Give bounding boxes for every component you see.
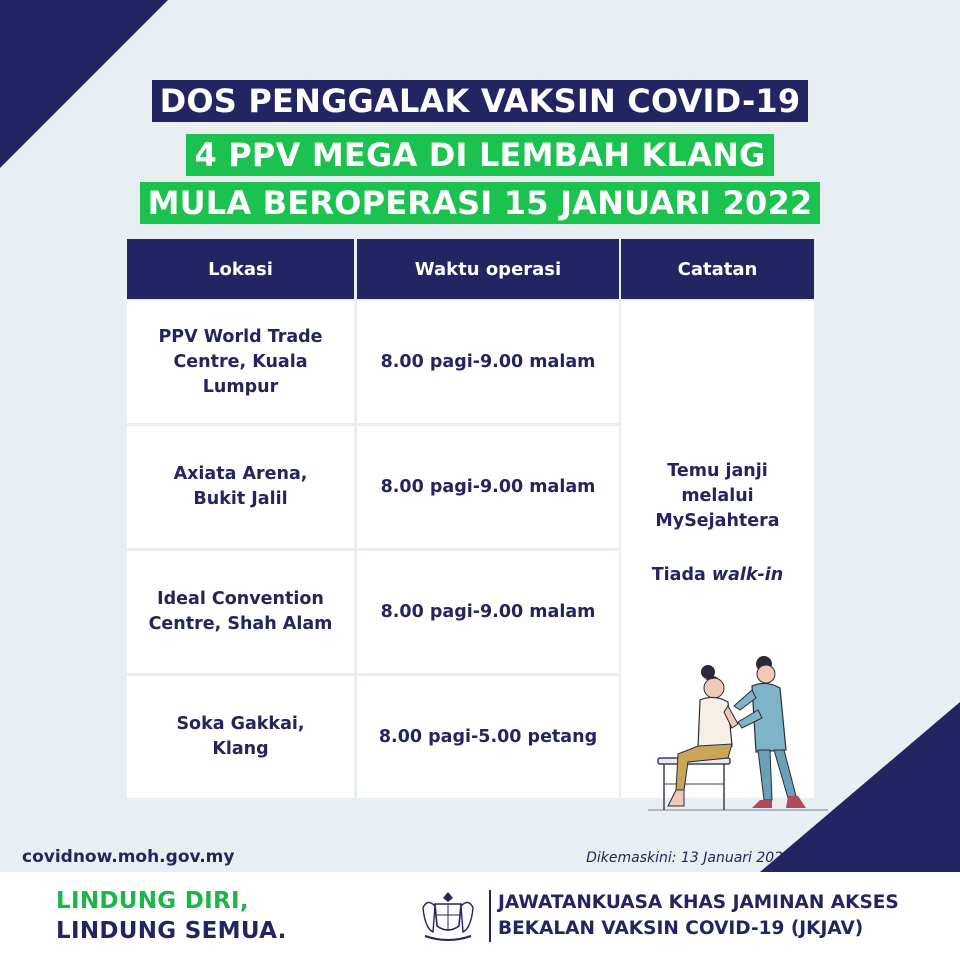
note-line: melalui: [681, 486, 754, 506]
header-waktu-operasi: Waktu operasi: [357, 239, 619, 299]
location-line: PPV World Trade: [158, 326, 323, 347]
slogan-line-2: LINDUNG SEMUA.: [56, 918, 287, 944]
note-no-walkin: [621, 563, 814, 588]
location-line: Soka Gakkai,: [176, 714, 305, 734]
headline-line-1: [0, 80, 960, 122]
organization-line-2: BEKALAN VAKSIN COVID-19 (JKJAV): [498, 918, 864, 939]
note-appointment: [621, 459, 814, 534]
note-line: Temu janji: [667, 461, 768, 481]
location-line: Axiata Arena,: [173, 464, 308, 484]
location-line: Ideal Convention: [157, 589, 324, 609]
slogan-line-1: LINDUNG DIRI,: [56, 888, 249, 914]
vaccination-illustration: [648, 650, 838, 820]
location-line: Centre, Shah Alam: [148, 614, 333, 634]
header-lokasi: Lokasi: [127, 239, 354, 299]
table-row-hours: 8.00 pagi-5.00 petang: [357, 676, 619, 798]
headline-line-3: [0, 182, 960, 224]
note-walkin-em: walk-in: [711, 565, 784, 585]
table-row-hours: 8.00 pagi-9.00 malam: [357, 301, 619, 423]
malaysia-coat-of-arms-icon: [415, 888, 481, 944]
headline-text-3: MULA BEROPERASI 15 JANUARI 2022: [140, 182, 821, 224]
table-row-location: [127, 426, 354, 548]
note-line: MySejahtera: [655, 511, 780, 531]
table-row-hours: 8.00 pagi-9.00 malam: [357, 551, 619, 673]
table-row-location: [127, 551, 354, 673]
location-line: Bukit Jalil: [193, 489, 288, 509]
footer-divider: [489, 890, 491, 942]
headline-text-2: 4 PPV MEGA DI LEMBAH KLANG: [186, 134, 773, 176]
location-line: Lumpur: [202, 376, 279, 397]
headline-line-2: [0, 134, 960, 176]
table-row-hours: 8.00 pagi-9.00 malam: [357, 426, 619, 548]
headline-text-1: DOS PENGGALAK VAKSIN COVID-19: [152, 80, 809, 122]
header-catatan: Catatan: [621, 239, 814, 299]
note-walkin-prefix: Tiada: [651, 565, 712, 585]
table-row-location: [127, 676, 354, 798]
organization-line-1: JAWATANKUASA KHAS JAMINAN AKSES: [498, 892, 899, 913]
website-url: covidnow.moh.gov.my: [22, 847, 235, 867]
location-line: Klang: [212, 739, 269, 759]
location-line: Centre, Kuala: [173, 351, 308, 372]
table-row-location: [127, 301, 354, 423]
updated-date: Dikemaskini: 13 Januari 2022: [586, 850, 792, 866]
